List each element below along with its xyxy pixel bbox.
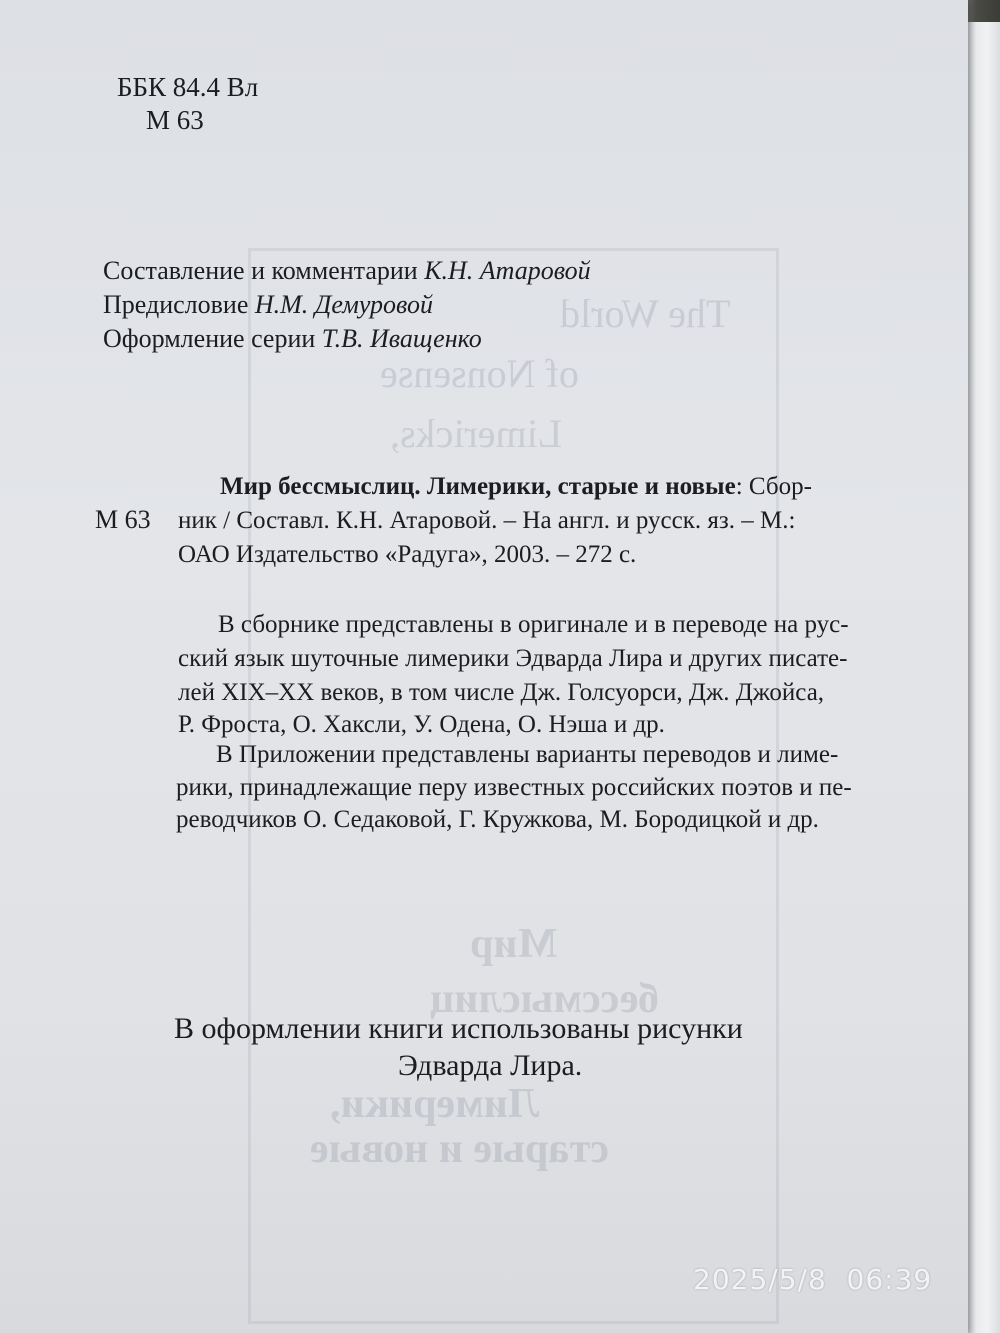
bibliographic-line-1 [220, 474, 812, 499]
annotation-line: В Приложении представлены варианты переводов и лиме- [216, 741, 839, 768]
annotation-line: лей XIX–XX веков, в том числе Дж. Голсуорси, Дж. Джойса, [178, 679, 825, 706]
show-through-text: The World [560, 291, 731, 336]
annotation-line: Р. Фроста, О. Хаксли, У. Одена, О. Нэша и др. [178, 711, 665, 738]
adjacent-page-edge [968, 0, 1000, 1333]
credit-role: Предисловие [103, 290, 249, 319]
author-mark-top: М 63 [146, 105, 204, 135]
credit-line-preface [103, 292, 433, 318]
illustration-note-line-1: В оформлении книги использованы рисунки [174, 1012, 743, 1045]
credit-line-compiler [103, 258, 591, 284]
annotation-line: реводчиков О. Седаковой, Г. Кружкова, М. Бородицкой и др. [176, 806, 819, 833]
show-through-text: Лимерики, [330, 1081, 540, 1127]
bbk-code: ББК 84.4 Вл [117, 72, 259, 102]
credit-name: Н.М. Демуровой [254, 290, 433, 319]
credit-name: Т.В. Иващенко [321, 324, 482, 353]
credit-line-design [103, 326, 482, 352]
show-through-text: бессмыслиц [430, 976, 659, 1022]
camera-timestamp: 2025/5/8 06:39 [693, 1263, 933, 1296]
show-through-text: Limericks, [390, 411, 563, 456]
bibliographic-continuation: : Сбор- [735, 473, 812, 500]
show-through-text: Мир [470, 921, 558, 967]
credit-role: Составление и комментарии [103, 256, 418, 285]
annotation-line: рики, принадлежащие перу известных российских поэтов и пе- [176, 774, 852, 801]
illustration-note-line-2: Эдварда Лира. [398, 1049, 583, 1082]
annotation-line: ский язык шуточные лимерики Эдварда Лира и других писате- [178, 645, 848, 672]
annotation-line: В сборнике представлены в оригинале и в переводе на рус- [218, 611, 849, 638]
credit-role: Оформление серии [103, 324, 316, 353]
credit-name: К.Н. Атаровой [424, 256, 591, 285]
bibliographic-line-3: ОАО Издательство «Радуга», 2003. – 272 с. [178, 541, 637, 568]
book-title: Мир бессмыслиц. Лимерики, старые и новые [220, 473, 736, 500]
show-through-text: of Nonsense [380, 351, 579, 396]
author-mark-entry: М 63 [95, 505, 151, 534]
bibliographic-line-2: ник / Составл. К.Н. Атаровой. – На англ. и русск. яз. – М.: [178, 507, 796, 534]
show-through-text: старые и новые [310, 1126, 610, 1172]
